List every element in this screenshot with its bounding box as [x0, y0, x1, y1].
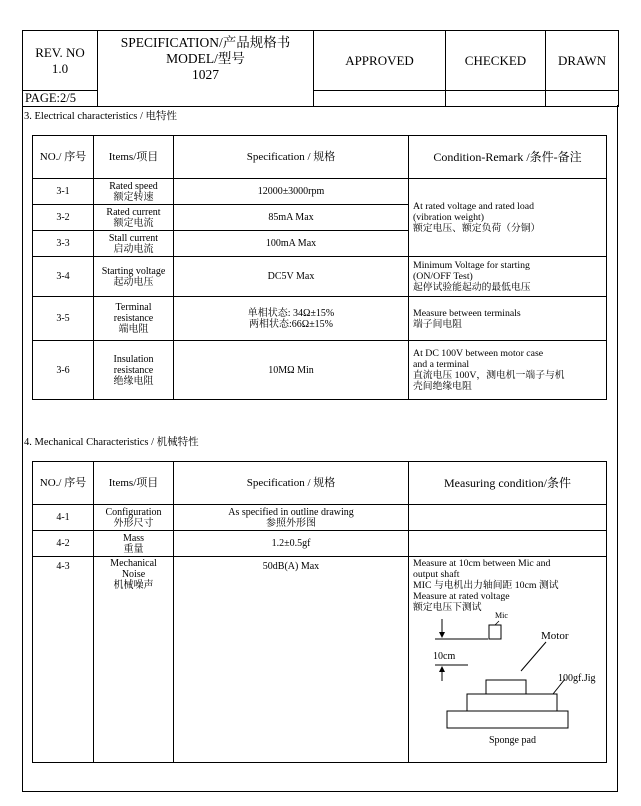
row-item	[94, 297, 174, 341]
item-cn: 外形尺寸	[113, 517, 154, 529]
spec-line: 单相状态: 34Ω±15%	[247, 307, 335, 319]
row-item	[94, 341, 174, 400]
spec-line: 参照外形图	[266, 517, 316, 529]
row-no: 3-5	[33, 297, 94, 341]
table-row	[33, 297, 607, 341]
row-remark	[409, 179, 607, 257]
drawn-header: DRAWN	[546, 31, 619, 91]
checked-header: CHECKED	[446, 31, 546, 91]
row-no: 3-6	[33, 341, 94, 400]
row-no: 4-3	[33, 557, 94, 763]
col-spec: Specification / 规格	[174, 136, 409, 179]
rev-cell	[23, 31, 98, 91]
item-en: resistance	[113, 313, 154, 324]
col-no: NO./ 序号	[33, 136, 94, 179]
mic-box	[489, 625, 501, 639]
table-row	[33, 531, 607, 557]
remark-line: 起停试验能起动的最低电压	[413, 282, 531, 293]
row-item	[94, 531, 174, 557]
row-item	[94, 205, 174, 231]
motor-label: Motor	[541, 630, 569, 642]
row-spec: 100mA Max	[174, 231, 409, 257]
electrical-section-title: 3. Electrical characteristics / 电特性	[24, 111, 178, 122]
spec-title: SPECIFICATION/产品规格书	[120, 35, 291, 50]
table-row	[33, 557, 607, 763]
item-en: Insulation	[113, 353, 154, 365]
mic-leader	[495, 621, 499, 625]
spec-line: As specified in outline drawing	[228, 506, 354, 518]
table-row	[33, 257, 607, 297]
row-item	[94, 557, 174, 763]
header-table	[22, 30, 619, 107]
remark-line: and a terminal	[413, 359, 470, 370]
row-no: 3-4	[33, 257, 94, 297]
rev-label: REV. NO	[35, 44, 85, 60]
col-items: Items/项目	[94, 462, 174, 505]
model-value: 1027	[192, 67, 219, 82]
row-spec: 85mA Max	[174, 205, 409, 231]
approved-header: APPROVED	[314, 31, 446, 91]
remark-line: output shaft	[413, 569, 460, 580]
electrical-table	[32, 135, 607, 400]
item-cn: 绝缘电阻	[113, 375, 154, 387]
item-en: Starting voltage	[101, 265, 166, 277]
item-en: Rated current	[106, 206, 161, 218]
mechanical-section-title: 4. Mechanical Characteristics / 机械特性	[24, 437, 199, 448]
row-remark	[409, 505, 607, 531]
noise-remark-cell	[409, 557, 607, 763]
model-label: MODEL/型号	[166, 51, 245, 66]
remark-line: Measure at 10cm between Mic and	[413, 558, 551, 569]
remark-line: Measure between terminals	[413, 307, 521, 319]
row-item	[94, 231, 174, 257]
item-en: Configuration	[105, 506, 162, 518]
remark-line: 额定电压、额定负荷（分铜）	[413, 223, 541, 234]
col-items: Items/项目	[94, 136, 174, 179]
remark-line: 直流电压 100V，测电机一端子与机	[413, 370, 565, 381]
item-en: Noise	[121, 569, 146, 580]
row-no: 4-2	[33, 531, 94, 557]
row-remark	[409, 531, 607, 557]
table-row	[33, 341, 607, 400]
page-number: PAGE:2/5	[23, 91, 98, 107]
row-spec: DC5V Max	[174, 257, 409, 297]
col-no: NO./ 序号	[33, 462, 94, 505]
sponge-pad	[447, 711, 568, 728]
jig-label: 100gf.Jig	[558, 673, 596, 684]
row-no: 3-2	[33, 205, 94, 231]
table-row	[33, 505, 607, 531]
col-spec: Specification / 规格	[174, 462, 409, 505]
row-item	[94, 257, 174, 297]
item-en: Rated speed	[109, 180, 158, 192]
remark-line: At rated voltage and rated load	[413, 201, 535, 212]
remark-line: (ON/OFF Test)	[413, 271, 473, 282]
remark-line: MIC 与电机出力轴间距 10cm 测试	[413, 580, 559, 591]
item-cn: 重量	[123, 543, 144, 555]
top-arrowhead	[439, 632, 445, 638]
remark-line: At DC 100V between motor case	[413, 348, 544, 359]
spec-line: 两相状态:66Ω±15%	[248, 318, 334, 330]
rev-value: 1.0	[51, 60, 69, 76]
row-spec	[174, 297, 409, 341]
row-spec	[174, 505, 409, 531]
col-condition: Measuring condition/条件	[409, 462, 607, 505]
row-remark	[409, 257, 607, 297]
row-no: 3-1	[33, 179, 94, 205]
table-row	[33, 179, 607, 205]
spec-page	[22, 30, 618, 785]
noise-test-diagram	[413, 613, 603, 748]
item-en: Terminal	[115, 302, 152, 313]
row-spec: 10MΩ Min	[174, 341, 409, 400]
remark-line: Minimum Voltage for starting	[413, 260, 530, 271]
item-cn: 额定电流	[113, 217, 154, 229]
row-remark	[409, 341, 607, 400]
col-condition: Condition-Remark /条件-备注	[409, 136, 607, 179]
motor-leader	[521, 642, 546, 671]
remark-line: (vibration weight)	[413, 212, 485, 223]
row-item	[94, 505, 174, 531]
row-remark	[409, 297, 607, 341]
mechanical-table	[32, 461, 607, 763]
motor-block	[486, 680, 526, 694]
remark-line: 壳间绝缘电阻	[413, 381, 472, 392]
item-cn: 起动电压	[113, 276, 154, 288]
item-cn: 端电阻	[118, 324, 149, 335]
item-cn: 启动电流	[113, 243, 154, 255]
remark-line: Measure at rated voltage	[413, 591, 510, 602]
item-en: Stall current	[108, 232, 159, 244]
item-en: resistance	[113, 364, 154, 376]
mic-label: Mic	[495, 611, 508, 620]
electrical-header-row	[33, 136, 607, 179]
item-en: Mass	[122, 532, 145, 544]
row-spec: 12000±3000rpm	[174, 179, 409, 205]
remark-line: 端子间电阻	[413, 318, 462, 330]
row-spec: 50dB(A) Max	[174, 557, 409, 763]
row-no: 3-3	[33, 231, 94, 257]
mechanical-header-row	[33, 462, 607, 505]
sponge-label: Sponge pad	[489, 735, 536, 746]
row-spec: 1.2±0.5gf	[174, 531, 409, 557]
row-no: 4-1	[33, 505, 94, 531]
jig-block	[467, 694, 557, 711]
spec-title-cell	[98, 31, 314, 107]
remark-line: 额定电压下测试	[413, 602, 482, 613]
item-cn: 机械噪声	[113, 580, 154, 591]
row-item	[94, 179, 174, 205]
distance-label: 10cm	[433, 651, 456, 662]
item-cn: 额定转速	[113, 191, 154, 203]
item-en: Mechanical	[110, 558, 157, 569]
